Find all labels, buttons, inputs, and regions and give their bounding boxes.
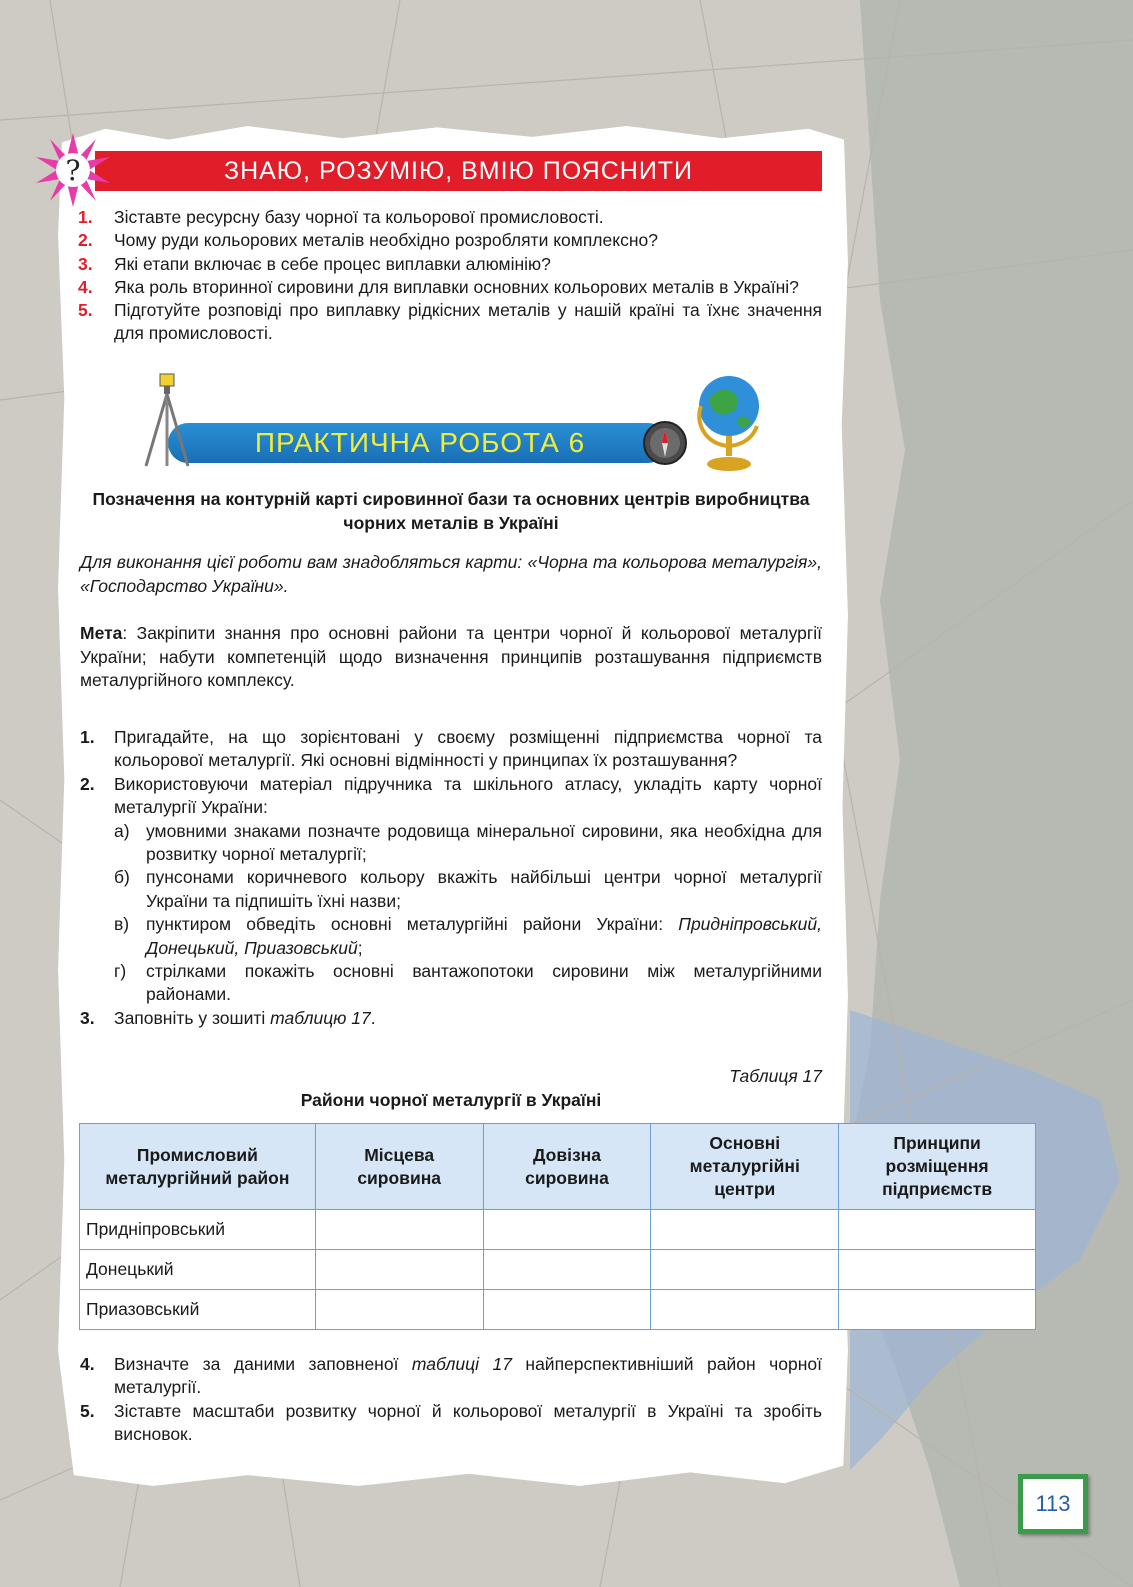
compass-icon [642, 420, 688, 466]
table-cell [315, 1210, 483, 1250]
list-item: 1. Пригадайте, на що зорієнтовані у своєму розміщенні підприємства чорної та кольорової металургії. Які основні відмінності у принципах їх розташування? [80, 727, 822, 771]
sub-item: г) стрілками покажіть основні вантажопотоки сировини між металургійними районами. [114, 961, 822, 1005]
goal-paragraph [80, 622, 822, 693]
table-cell [315, 1250, 483, 1290]
table-cell [839, 1210, 1036, 1250]
list-item: 3. Заповніть у зошиті таблицю 17. [80, 1007, 376, 1028]
table-row [80, 1290, 1036, 1330]
column-header: Місцева сировина [315, 1124, 483, 1210]
list-item: 3. Які етапи включає в себе процес виплавки алюмінію? [78, 253, 551, 274]
task-list [80, 726, 822, 1030]
table-cell [483, 1290, 651, 1330]
table-cell [839, 1290, 1036, 1330]
goal-text: : Закріпити знання про основні райони та центри чорної й кольорової металургії України; набути компетенцій щодо визначення принципів розташування підприємств металургійного комплексу. [80, 623, 822, 690]
sub-item: а) умовними знаками позначте родовища мінеральної сировини, яка необхідна для розвитку чорної металургії; [114, 820, 822, 865]
sub-item: в) пунктиром обведіть основні металургійні райони України: Придніпровський, Донецький, Приазовський; [114, 914, 822, 958]
table-cell [839, 1250, 1036, 1290]
questions-banner-title: ЗНАЮ, РОЗУМІЮ, ВМІЮ ПОЯСНИТИ [223, 156, 694, 185]
table-cell: Приазовський [80, 1290, 316, 1330]
metallurgy-table [79, 1123, 1036, 1330]
goal-label: Мета [80, 623, 123, 643]
intro-text: Для виконання цієї роботи вам знадобляться карти: «Чорна та кольорова металургія», «Господарство України». [80, 552, 822, 596]
table-cell [651, 1290, 839, 1330]
column-header: Основні металургійні центри [651, 1124, 839, 1210]
globe-icon [693, 366, 765, 474]
table-cell [651, 1210, 839, 1250]
table-cell [483, 1210, 651, 1250]
question-star-icon [36, 133, 110, 207]
table-cell [651, 1250, 839, 1290]
list-item: 5. Зіставте масштаби розвитку чорної й кольорової металургії в Україні та зробіть висновок. [80, 1400, 822, 1445]
list-item: 2. Чому руди кольорових металів необхідно розробляти комплексно? [78, 230, 658, 251]
table-row [80, 1210, 1036, 1250]
table-cell: Придніпровський [80, 1210, 316, 1250]
list-item: 1. Зіставте ресурсну базу чорної та кольорової промисловості. [78, 207, 604, 227]
list-item: 4. Яка роль вторинної сировини для виплавки основних кольорових металів в Україні? [78, 276, 799, 297]
page-number: 113 [1035, 1491, 1071, 1516]
list-item: 5. Підготуйте розповіді про виплавку рідкісних металів у нашій країні та їхнє значення для промисловості. [78, 300, 822, 344]
questions-list [78, 206, 822, 346]
theodolite-icon [140, 372, 194, 468]
table-title: Райони чорної металургії в Україні [300, 1090, 602, 1110]
table-header-row [80, 1124, 1036, 1210]
practical-work-heading: Позначення на контурній карті сировинної бази та основних центрів виробництва чорних металів в Україні [92, 489, 810, 533]
column-header: Промисловий металургійний район [80, 1124, 316, 1210]
practical-work-title: ПРАКТИЧНА РОБОТА 6 [254, 427, 586, 458]
task-text: Використовуючи матеріал підручника та шкільного атласу, укладіть карту чорної металургії України: [114, 773, 822, 818]
table-cell: Донецький [80, 1250, 316, 1290]
list-item: 2. Використовуючи матеріал підручника та шкільного атласу, укладіть карту чорної металургії України: а) умовними знаками позначте родовища мінеральної сировини, яка необхідна для розвитку чорної металургії; б) пунсонами коричневого кольору вкажіть найбільші центри чорної металургії України та підпишіть їхні назви; в) пунктиром обведіть основні металургійні райони України: Придніпровський, Донецький, Приазовський; г) стрілками покажіть основні вантажопотоки сировини між металургійними районами. [80, 773, 822, 1007]
list-item: 4. Визначте за даними заповненої таблиці 17 найперспективніший район чорної металургії. [80, 1354, 822, 1398]
table-row [80, 1250, 1036, 1290]
table-cell [315, 1290, 483, 1330]
table-caption: Таблиця 17 [729, 1066, 822, 1086]
svg-text:?: ? [65, 154, 81, 187]
task-list-continued [80, 1353, 822, 1447]
column-header: Принципи розміщення підприємств [839, 1124, 1036, 1210]
column-header: Довізна сировина [483, 1124, 651, 1210]
sub-item: б) пунсонами коричневого кольору вкажіть найбільші центри чорної металургії України та підпишіть їхні назви; [114, 867, 822, 911]
table-cell [483, 1250, 651, 1290]
